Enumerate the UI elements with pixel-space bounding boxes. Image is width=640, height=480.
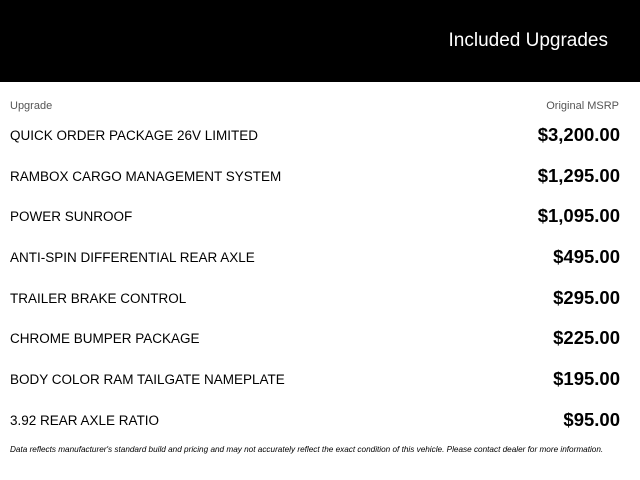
upgrade-name: RAMBOX CARGO MANAGEMENT SYSTEM [10, 168, 282, 184]
upgrades-table [0, 115, 640, 441]
table-row [0, 196, 640, 237]
table-row [0, 237, 640, 278]
table-row [0, 400, 640, 441]
column-header-msrp: Original MSRP [546, 100, 619, 112]
upgrade-price: $295.00 [553, 286, 620, 308]
upgrade-name: 3.92 REAR AXLE RATIO [10, 412, 160, 428]
upgrade-price: $95.00 [563, 408, 620, 430]
upgrade-name: POWER SUNROOF [10, 209, 133, 225]
header-banner [0, 0, 640, 82]
upgrade-name: TRAILER BRAKE CONTROL [10, 290, 187, 306]
upgrade-name: QUICK ORDER PACKAGE 26V LIMITED [10, 128, 259, 143]
upgrade-name: BODY COLOR RAM TAILGATE NAMEPLATE [10, 372, 285, 388]
column-header-upgrade: Upgrade [10, 100, 53, 112]
upgrade-name: CHROME BUMPER PACKAGE [10, 331, 200, 347]
page-title: Included Upgrades [448, 30, 608, 51]
upgrade-name: ANTI-SPIN DIFFERENTIAL REAR AXLE [10, 250, 255, 266]
upgrade-price: $1,295.00 [537, 164, 620, 186]
table-row [0, 359, 640, 400]
table-row [0, 278, 640, 319]
table-row [0, 156, 640, 197]
table-row [0, 318, 640, 359]
upgrade-price: $495.00 [553, 246, 620, 268]
upgrade-price: $195.00 [553, 368, 620, 390]
upgrade-price: $1,095.00 [537, 205, 620, 227]
upgrade-price: $225.00 [553, 327, 620, 349]
upgrade-price: $3,200.00 [537, 124, 620, 145]
table-row [0, 115, 640, 156]
disclaimer-text: Data reflects manufacturer's standard build and pricing and may not accurately reflect the exact condition of this vehicle. Please contact dealer for more information. [10, 445, 604, 454]
